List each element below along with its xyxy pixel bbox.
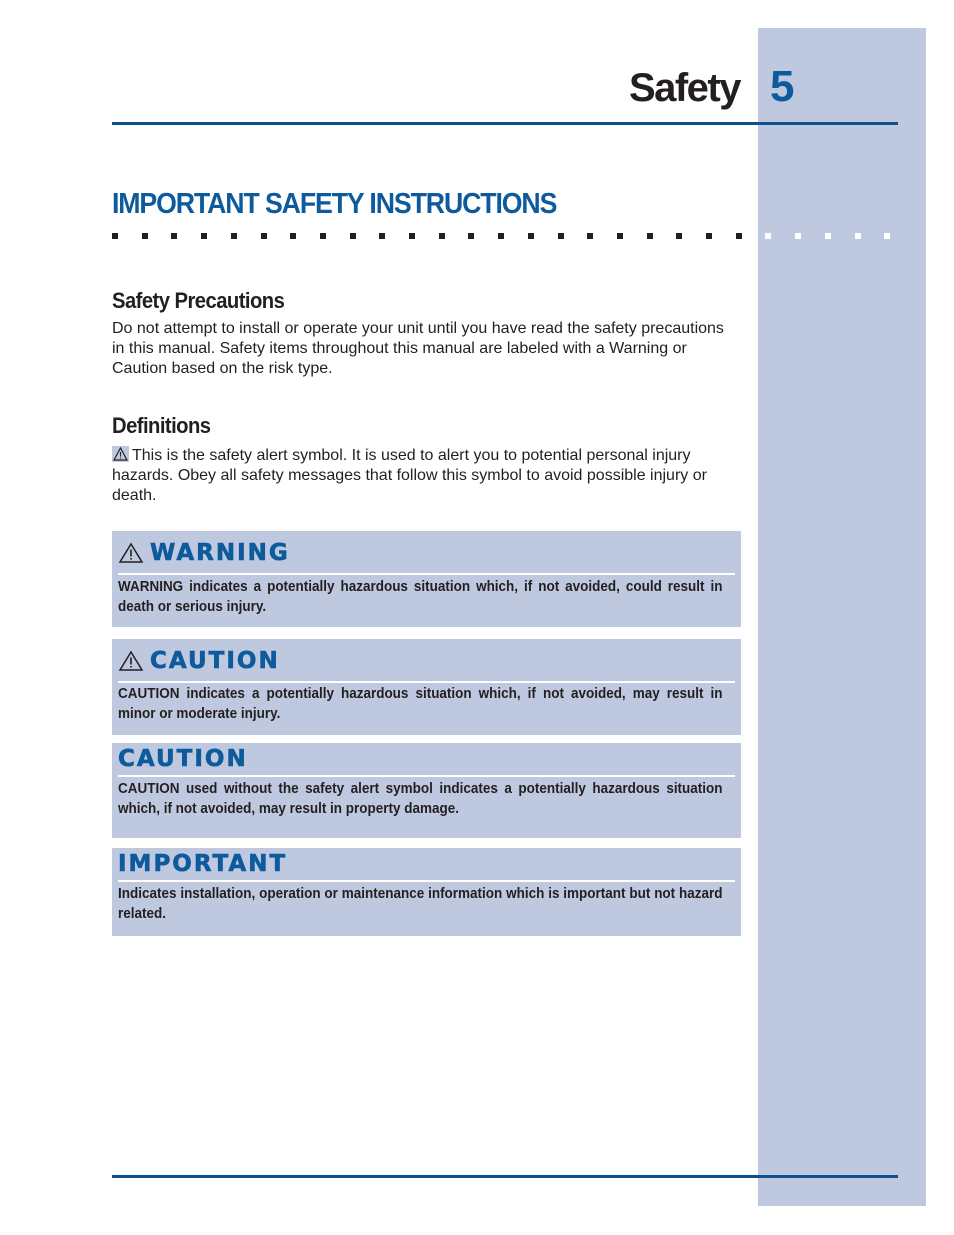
caution-plain-box [112, 743, 741, 838]
separator-dot [142, 233, 148, 239]
box-divider [118, 775, 735, 777]
separator-dot [350, 233, 356, 239]
warning-triangle-icon [118, 542, 144, 564]
separator-dot [765, 233, 771, 239]
definitions-heading: Definitions [112, 413, 211, 438]
box-divider [118, 880, 735, 882]
separator-dot [528, 233, 534, 239]
bottom-rule [112, 1175, 898, 1178]
separator-dot [171, 233, 177, 239]
side-band [758, 28, 926, 1206]
caution-plain-box-header [118, 743, 248, 775]
separator-dot [320, 233, 326, 239]
separator-dot [558, 233, 564, 239]
warning-label: WARNING [150, 540, 290, 566]
separator-dot [231, 233, 237, 239]
warning-box [112, 531, 741, 627]
separator-dot [884, 233, 890, 239]
safety-precautions-body: Do not attempt to install or operate your unit until you have read the safety precautions in this manual. Safety items throughout this manual are labeled with a Warning or Caution based on the risk type. [112, 320, 724, 377]
separator-dot [706, 233, 712, 239]
main-heading: IMPORTANT SAFETY INSTRUCTIONS [112, 188, 557, 220]
page-section-title: Safety [628, 66, 740, 110]
warning-triangle-icon [118, 650, 144, 672]
separator-dot [676, 233, 682, 239]
separator-dot [736, 233, 742, 239]
warning-text: WARNING indicates a potentially hazardous situation which, if not avoided, could result in death or serious injury. [118, 579, 723, 615]
warning-triangle-icon [112, 446, 129, 462]
separator-dot [112, 233, 118, 239]
definitions-body [112, 446, 740, 506]
separator-dot [587, 233, 593, 239]
separator-dot [409, 233, 415, 239]
important-label: IMPORTANT [118, 851, 288, 877]
separator-dot [855, 233, 861, 239]
page-number: 5 [770, 62, 795, 111]
caution-symbol-box [112, 639, 741, 735]
important-text: Indicates installation, operation or maintenance information which is important but not hazard related. [118, 886, 723, 922]
top-rule [112, 122, 898, 125]
separator-dot [379, 233, 385, 239]
separator-dot [617, 233, 623, 239]
caution-plain-label: CAUTION [118, 746, 248, 772]
separator-dot [261, 233, 267, 239]
caution-symbol-text: CAUTION indicates a potentially hazardous situation which, if not avoided, may result in minor or moderate injury. [118, 686, 723, 722]
separator-dot [498, 233, 504, 239]
separator-dot [290, 233, 296, 239]
warning-box-header [118, 537, 290, 569]
box-divider [118, 573, 735, 575]
important-box [112, 848, 741, 936]
separator-dot [795, 233, 801, 239]
definitions-body-text: This is the safety alert symbol. It is used to alert you to potential personal injury hazards. Obey all safety messages that follow this symbol to avoid possible injury or death. [112, 447, 707, 504]
important-box-header [118, 848, 287, 880]
dot-separator [112, 233, 902, 241]
separator-dot [647, 233, 653, 239]
separator-dot [825, 233, 831, 239]
separator-dot [468, 233, 474, 239]
separator-dot [439, 233, 445, 239]
caution-plain-text: CAUTION used without the safety alert symbol indicates a potentially hazardous situation which, if not avoided, may result in property damage. [118, 781, 723, 817]
box-divider [118, 681, 735, 683]
safety-precautions-heading: Safety Precautions [112, 288, 285, 313]
caution-symbol-box-header [118, 645, 280, 677]
separator-dot [201, 233, 207, 239]
caution-label: CAUTION [150, 648, 280, 674]
